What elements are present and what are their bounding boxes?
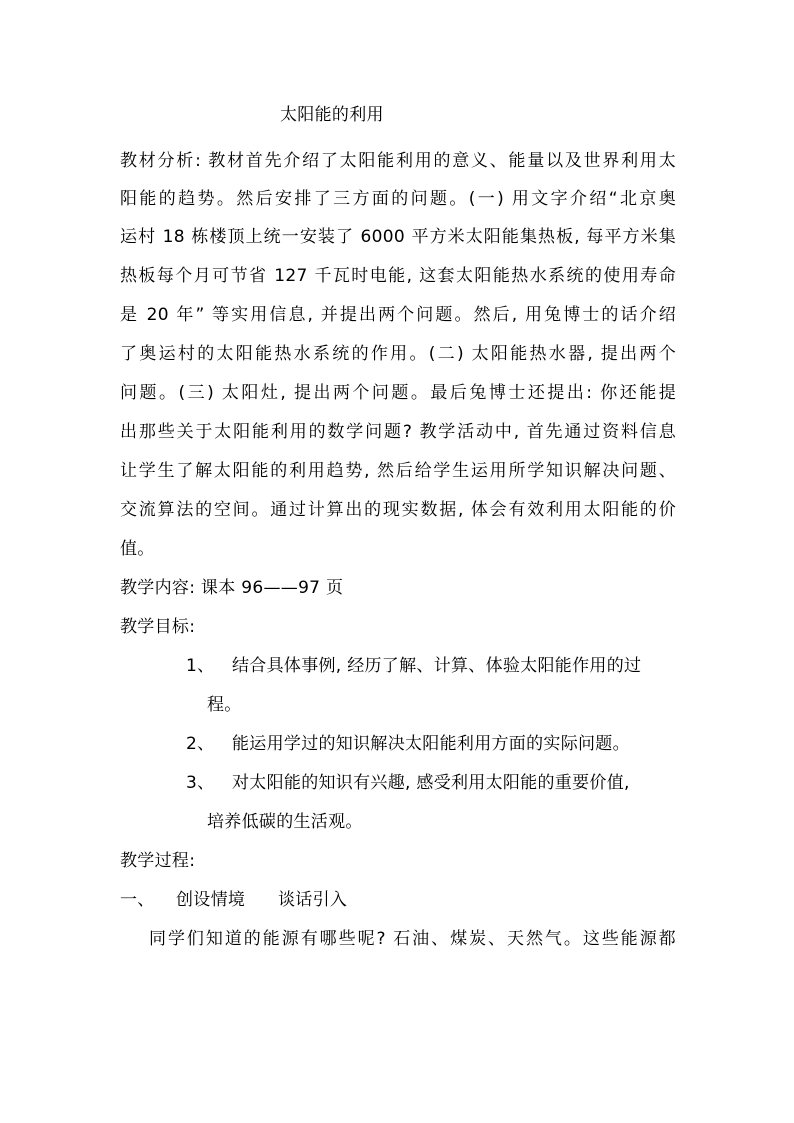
analysis-line: 交流算法的空间。通过计算出的现实数据, 体会有效利用太阳能的价 (120, 500, 676, 520)
analysis-line: 问题。(三) 太阳灶, 提出两个问题。最后兔博士还提出: 你还能提 (120, 383, 676, 403)
step-title-part2: 谈话引入 (278, 890, 348, 910)
step-number: 一、 (120, 890, 155, 910)
analysis-line: 运村 18 栋楼顶上统一安装了 6000 平方米太阳能集热板, 每平方米集 (120, 227, 676, 247)
analysis-line: 出那些关于太阳能利用的数学问题? 教学活动中, 首先通过资料信息 (120, 422, 676, 442)
analysis-line: 让学生了解太阳能的利用趋势, 然后给学生运用所学知识解决问题、 (120, 461, 676, 481)
content-line: 教学内容: 课本 96——97 页 (120, 578, 344, 598)
objective-text-continued: 程。 (207, 695, 242, 715)
paragraph-line: 同学们知道的能源有哪些呢? 石油、煤炭、天然气。这些能源都 (149, 929, 676, 949)
objective-text-continued: 培养低碳的生活观。 (207, 812, 363, 832)
analysis-line: 是 20 年” 等实用信息, 并提出两个问题。然后, 用兔博士的话介绍 (120, 305, 676, 325)
analysis-line: 教材分析: 教材首先介绍了太阳能利用的意义、能量以及世界利用太 (120, 151, 676, 171)
objective-text: 能运用学过的知识解决太阳能利用方面的实际问题。 (232, 734, 630, 754)
analysis-line: 值。 (120, 539, 155, 559)
objective-text: 对太阳能的知识有兴趣, 感受利用太阳能的重要价值, (232, 773, 630, 793)
process-heading: 教学过程: (120, 851, 196, 871)
analysis-line: 热板每个月可节省 127 千瓦时电能, 这套太阳能热水系统的使用寿命 (120, 266, 676, 286)
document-title: 太阳能的利用 (280, 105, 384, 125)
step-title-part1: 创设情境 (176, 890, 246, 910)
objective-number: 2、 (186, 734, 215, 754)
objective-number: 3、 (186, 773, 215, 793)
analysis-line: 了奥运村的太阳能热水系统的作用。(二) 太阳能热水器, 提出两个 (120, 344, 676, 364)
objective-number: 1、 (186, 656, 215, 676)
analysis-line: 阳能的趋势。然后安排了三方面的问题。(一) 用文字介绍“北京奥 (120, 189, 676, 209)
objective-text: 结合具体事例, 经历了解、计算、体验太阳能作用的过 (232, 656, 642, 676)
objectives-heading: 教学目标: (120, 617, 196, 637)
